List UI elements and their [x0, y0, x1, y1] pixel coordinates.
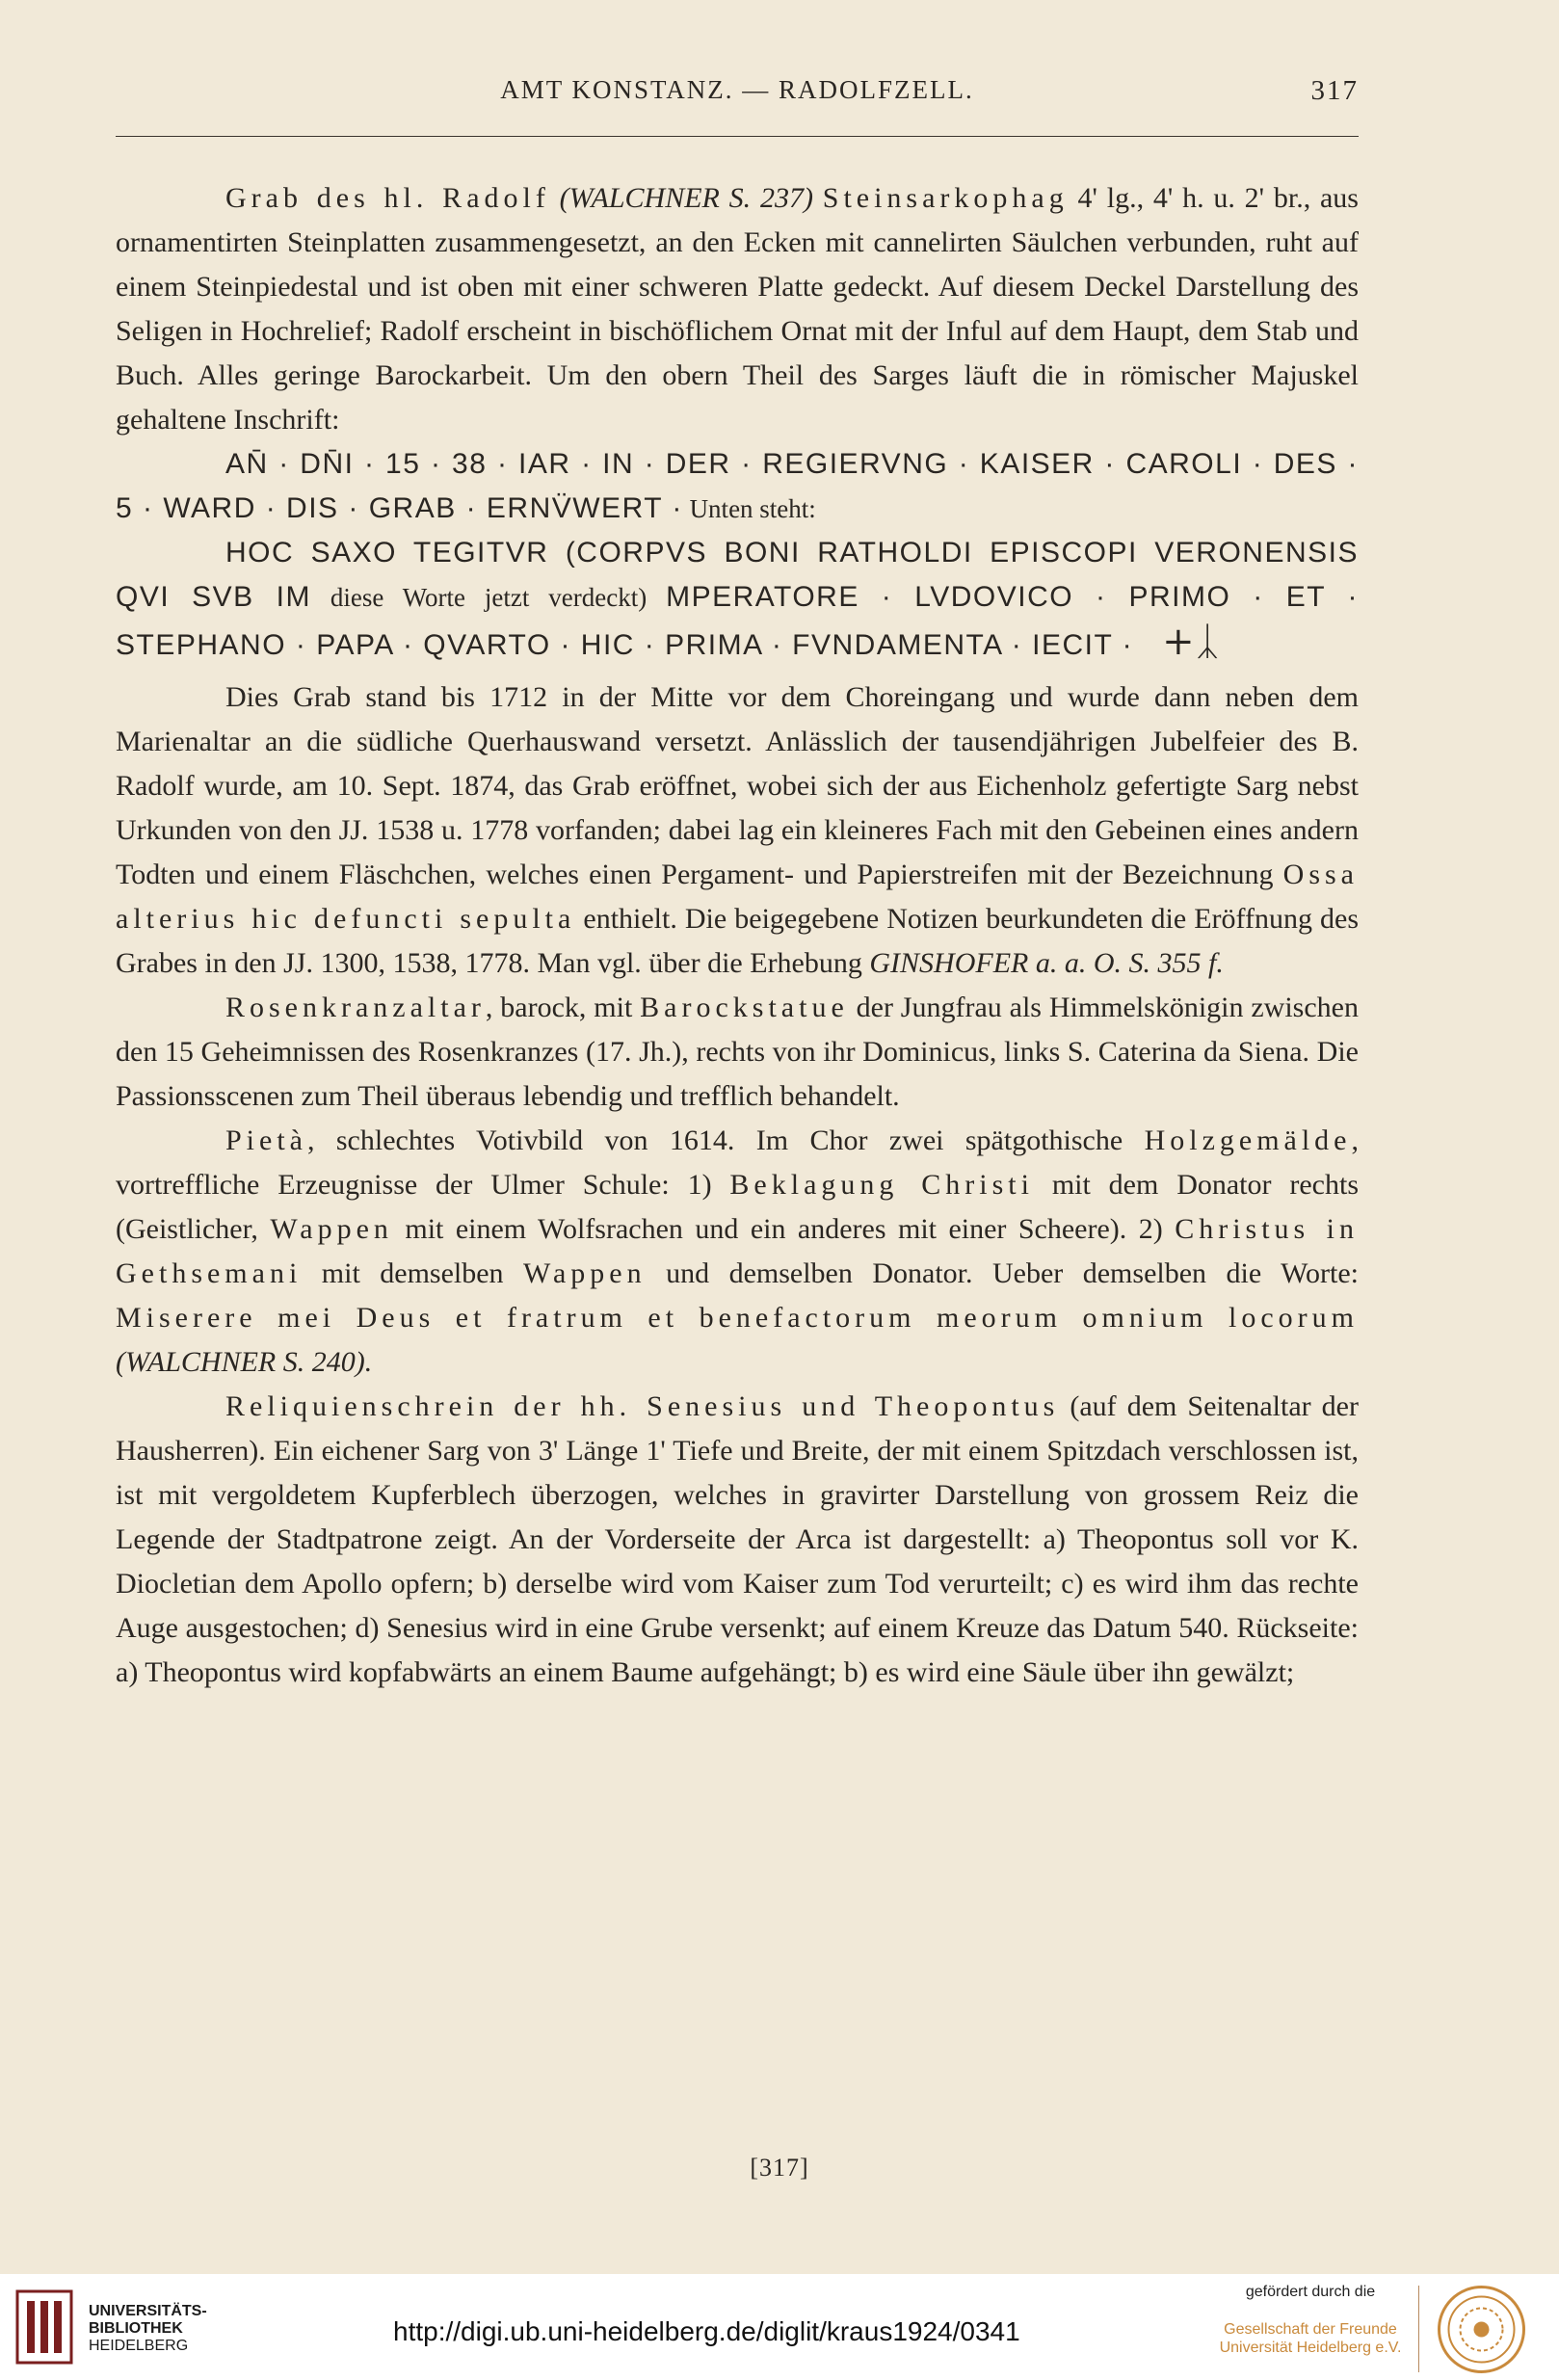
library-name-line: UNIVERSITÄTS-	[89, 2303, 207, 2319]
library-logo-icon	[15, 2289, 73, 2365]
paragraph-grab	[116, 176, 1359, 442]
university-seal-icon	[1436, 2284, 1527, 2375]
term-holzgemaelde: Holzgemälde	[1144, 1124, 1352, 1156]
term-wappen: Wappen	[270, 1213, 393, 1245]
paragraph-text: Dies Grab stand bis 1712 in der Mitte vor dem Choreingang und wurde dann neben dem Marienaltar an die südliche Querhauswand versetzt. Anlässlich der tausendjährigen Jubelfeier des B. Radolf wurde, am 10. Sept. 1874, das Grab eröffnet, wobei sich der aus Eichenholz gefertigte Sarg nebst Urkunden von den JJ. 1538 u. 1778 vorfanden; dabei lag ein kleineres Fach mit den Gebeinen eines andern Todten und einem Fläschchen, welches einen Pergament- und Papierstreifen mit der Bezeichnung	[116, 681, 1359, 890]
running-header	[116, 75, 1359, 114]
paragraph-text: , vortreffliche Erzeugnisse der Ulmer Schule: 1)	[116, 1124, 1359, 1201]
paragraph-text: 4' lg., 4' h. u. 2' br., aus ornamentirten Steinplatten zusammengesetzt, an den Ecken mit cannelirten Säulchen verbunden, ruht auf einem Steinpiedestal und ist oben mit einer schweren Platte gedeckt. Auf diesem Deckel Darstellung des Seligen in Hochrelief; Radolf erscheint in bischöflichem Ornat mit der Inful auf dem Haupt, dem Stab und Buch. Alles geringe Barockarbeit. Um den obern Theil des Sarges läuft die in römischer Majuskel gehaltene Inschrift:	[116, 182, 1359, 436]
paragraph-text: , schlechtes Votivbild von 1614. Im Chor zwei spätgothische	[307, 1124, 1145, 1156]
paragraph-text: (auf dem Seitenaltar der Hausherren). Ein eichener Sarg von 3' Länge 1' Tiefe und Breite, der mit einem Spitzdach verschlossen ist, ist mit vergoldetem Kupferblech überzogen, welches in gravirter Darstellung von grossem Reiz die Legende der Stadtpatrone zeigt. An der Vorderseite der Arca ist dargestellt: a) Theopontus soll vor K. Diocletian dem Apollo opfern; b) derselbe wird vom Kaiser zum Tod verurteilt; c) es wird ihm das rechte Auge ausgestochen; d) Senesius wird in eine Grube versenkt; auf einem Kreuze das Datum 540. Rückseite: a) Theopontus wird kopfabwärts an einem Baume aufgehängt; b) es wird eine Säule über ihn gewälzt;	[116, 1390, 1359, 1688]
term-gethsemani: Christus in Gethsemani	[116, 1213, 1359, 1289]
term-grab: Grab des hl. Radolf	[225, 182, 550, 214]
sponsor-name-line: Gesellschaft der Freunde	[1224, 2321, 1397, 2338]
paragraph-text: , barock, mit	[485, 992, 641, 1023]
term-rosenkranzaltar: Rosenkranzaltar	[225, 992, 486, 1023]
page-number: 317	[1310, 75, 1359, 106]
inscription-text: MPERATORE · LVDOVICO · PRIMO · ET · STEPHANO · PAPA · QVARTO · HIC · PRIMA · FVNDAMENTA · IECIT ·	[116, 581, 1359, 661]
term-steinsarkophag: Steinsarkophag	[822, 182, 1069, 214]
page-signature: [317]	[750, 2154, 809, 2182]
permalink-url[interactable]: http://digi.ub.uni-heidelberg.de/diglit/kraus1924/0341	[393, 2316, 1020, 2346]
term-wappen: Wappen	[523, 1257, 647, 1289]
paragraph-reliquienschrein	[116, 1385, 1359, 1695]
ref-walchner: (WALCHNER S. 237)	[559, 182, 813, 214]
term-barockstatue: Barockstatue	[640, 992, 849, 1023]
library-name-line: HEIDELBERG	[89, 2338, 189, 2354]
divider	[1418, 2286, 1419, 2372]
inscription-2	[116, 531, 1359, 668]
latin-quote: Ossa alterius hic defuncti sepulta	[116, 859, 1359, 935]
paragraph-text: und demselben Donator. Ueber demselben die Worte:	[646, 1257, 1359, 1289]
sponsor-block	[1190, 2284, 1431, 2357]
paragraph-text: enthielt. Die beigegebene Notizen beurkundeten die Eröffnung des Grabes in den JJ. 1300, 1538, 1778. Man vgl. über die Erhebung	[116, 903, 1359, 979]
latin-quote: Miserere mei Deus et fratrum et benefactorum meorum omnium locorum	[116, 1302, 1359, 1334]
library-name	[89, 2303, 207, 2355]
header-rule	[116, 136, 1359, 137]
paragraph-text: der Jungfrau als Himmelskönigin zwischen den 15 Geheimnissen des Rosenkranzes (17. Jh.), rechts von ihr Dominicus, links S. Caterina da Siena. Die Passionsscenen zum Theil überaus lebendig und trefflich behandelt.	[116, 992, 1359, 1112]
ref-walchner: (WALCHNER S. 240).	[116, 1346, 373, 1378]
term-pieta: Pietà	[225, 1124, 307, 1156]
paragraph-text: mit demselben	[302, 1257, 524, 1289]
inscription-note: diese Worte jetzt verdeckt)	[310, 583, 667, 612]
sponsor-name-line: Universität Heidelberg e.V.	[1219, 2340, 1402, 2356]
paragraph-dies-grab	[116, 675, 1359, 986]
term-beklagung: Beklagung Christi	[729, 1169, 1034, 1201]
paragraph-rosenkranz	[116, 986, 1359, 1119]
ref-ginshofer: GINSHOFER a. a. O. S. 355 f.	[869, 947, 1224, 979]
running-title: AMT KONSTANZ. — RADOLFZELL.	[500, 75, 974, 104]
term-reliquienschrein: Reliquienschrein der hh. Senesius und Theopontus	[225, 1390, 1060, 1422]
cross-mark-icon: +ᛣ	[1162, 620, 1221, 664]
inscription-text: AN̄ · DN̄I · 15 · 38 · IAR · IN · DER · REGIERVNG · KAISER · CAROLI · DES · 5 · WARD · DIS · GRAB · ERNV̈WERT ·	[116, 448, 1359, 524]
body-text	[116, 176, 1359, 1695]
paragraph-text: mit einem Wolfsrachen und ein anderes mit einer Scheere). 2)	[392, 1213, 1176, 1245]
sponsor-name	[1190, 2320, 1431, 2357]
digitization-footer	[0, 2274, 1559, 2380]
inscription-1	[116, 442, 1359, 531]
sponsor-lead: gefördert durch die	[1245, 2284, 1376, 2300]
inscription-tail: Unten steht:	[682, 494, 816, 523]
inscription-text: HOC SAXO TEGITVR (CORPVS BONI RATHOLDI EPISCOPI VERONENSIS QVI SVB IM	[116, 537, 1359, 613]
paragraph-text: mit dem Donator rechts (Geistlicher,	[116, 1169, 1359, 1245]
paragraph-pieta	[116, 1119, 1359, 1385]
library-name-line: BIBLIOTHEK	[89, 2320, 183, 2337]
